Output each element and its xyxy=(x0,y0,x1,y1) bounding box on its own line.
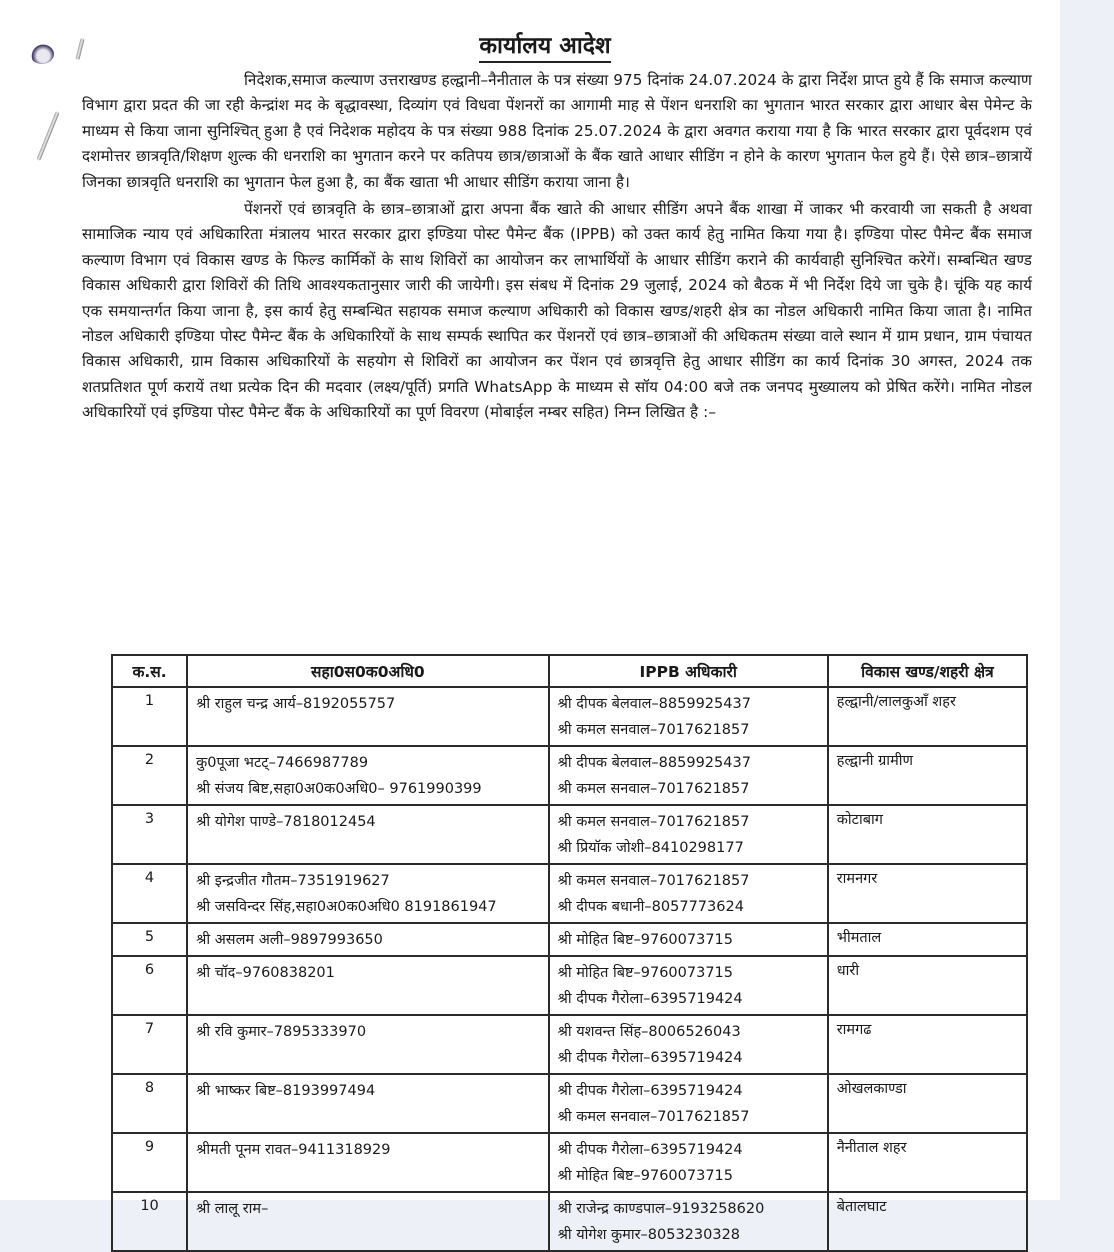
officer-contact: श्री कमल सनवाल–7017621857 xyxy=(557,1109,750,1125)
table-row xyxy=(112,1015,1027,1074)
officer-contact: श्री रवि कुमार–7895333970 xyxy=(196,1024,367,1040)
officer-contact: श्री राहुल चन्द्र आर्य–8192055757 xyxy=(196,696,396,712)
assistant-officer-cell xyxy=(187,687,549,746)
ippb-officer-cell xyxy=(549,1015,828,1074)
officer-contact: श्री कमल सनवाल–7017621857 xyxy=(557,814,750,830)
serial-number-cell: 7 xyxy=(112,1015,187,1074)
area-cell: बेतालघाट xyxy=(828,1192,1027,1251)
officer-contact: श्री योगेश कुमार–8053230328 xyxy=(557,1227,741,1243)
header-area: विकास खण्ड/शहरी क्षेत्र xyxy=(828,655,1027,687)
officer-contact: श्री दीपक गैरोला–6395719424 xyxy=(557,1083,743,1099)
ippb-officer-cell xyxy=(549,864,828,923)
officer-contact: श्री दीपक बेलवाल–8859925437 xyxy=(557,696,751,712)
ippb-officer-cell xyxy=(549,805,828,864)
paragraph-2: पेंशनरों एवं छात्रवृति के छात्र–छात्राओं द्वारा अपना बैंक खाते की आधार सीडिंग अपने बैंक शाखा में जाकर भी करवायी जा सकती है अथवा सामाजिक न्याय एवं अधिकारिता मंत्रालय भारत सरकार द्वारा इण्डिया पोस्ट पैमेन्ट बैंक (IPPB) को उक्त कार्य हेतु नामित किया गया है। इण्डिया पोस्ट पैमेन्ट बैंक समाज कल्याण विभाग एवं विकास खण्ड के फिल्ड कार्मिकों के साथ शिविरों का आयोजन कर लाभार्थियों के आधार सीडिंग कराने की कार्यवाही सुनिश्चित करेगें। सम्बन्धित खण्ड विकास अधिकारी द्वारा शिविरों की तिथि आवश्यकतानुसार जारी की जायेगी। इस संबध में दिनांक 29 जुलाई, 2024 को बैठक में भी निर्देश दिये जा चुके है। चूंकि यह कार्य एक समयान्तर्गत किया जाना है, इस कार्य हेतु सम्बन्धित सहायक समाज कल्याण अधिकारी को विकास खण्ड/शहरी क्षेत्र का नोडल अधिकारी नामित किया जाता है। नामित नोडल अधिकारी इण्डिया पोस्ट पैमेन्ट बैंक के अधिकारियों के साथ सम्पर्क स्थापित कर पेंशनरों एवं छात्र–छात्राओं की अधिकतम संख्या वाले स्थान में ग्राम प्रधान, ग्राम पंचायत विकास अधिकारी, ग्राम विकास अधिकारियों के सहयोग से शिविरों का आयोजन कर पेंशन एवं छात्रवृत्ति हेतु आधार सीडिंग का कार्य दिनांक 30 अगस्त, 2024 तक शतप्रतिशत पूर्ण करायें तथा प्रत्येक दिन की मदवार (लक्ष्य/पूर्ति) प्रगति WhatsApp के माध्यम से सॉय 04:00 बजे तक जनपद मुख्यालय को प्रेषित करेंगे। नामित नोडल अधिकारियों एवं इण्डिया पोस्ट पैमेन्ट बैंक के अधिकारियों का पूर्ण विवरण (मोबाईल नम्बर सहित) निम्न लिखित है :– xyxy=(82,200,1032,422)
assistant-officer-cell xyxy=(187,956,549,1015)
area-cell: रामनगर xyxy=(828,864,1027,923)
officer-contact: श्री कमल सनवाल–7017621857 xyxy=(557,722,750,738)
assistant-officer-cell xyxy=(187,1133,549,1192)
assistant-officer-cell xyxy=(187,1074,549,1133)
nodal-officers-table xyxy=(111,654,1028,1252)
officer-contact: श्री दीपक बेलवाल–8859925437 xyxy=(557,755,751,771)
table-header-row xyxy=(112,655,1027,687)
header-ippb-officer: IPPB अधिकारी xyxy=(549,655,828,687)
ippb-officer-cell xyxy=(549,687,828,746)
officer-contact: श्री कमल सनवाल–7017621857 xyxy=(557,781,750,797)
officer-contact: श्री दीपक गैरोला–6395719424 xyxy=(557,1050,743,1066)
ippb-officer-cell xyxy=(549,956,828,1015)
officer-contact: श्री असलम अली–9897993650 xyxy=(196,932,383,948)
area-cell: भीमताल xyxy=(828,923,1027,956)
assistant-officer-cell xyxy=(187,923,549,956)
officer-contact: श्री मोहित बिष्ट–9760073715 xyxy=(557,1168,734,1184)
header-serial: क.स. xyxy=(112,655,187,687)
ippb-officer-cell xyxy=(549,1074,828,1133)
assistant-officer-cell xyxy=(187,1015,549,1074)
table-row xyxy=(112,746,1027,805)
officer-contact: श्री राजेन्द्र काण्डपाल–9193258620 xyxy=(557,1201,765,1217)
officer-contact: श्रीमती पूनम रावत–9411318929 xyxy=(196,1142,391,1158)
officer-contact: श्री जसविन्दर सिंह,सहा0अ0क0अधि0 8191861947 xyxy=(196,899,497,915)
officer-contact: श्री मोहित बिष्ट–9760073715 xyxy=(557,932,734,948)
assistant-officer-cell xyxy=(187,805,549,864)
officer-contact: श्री चॉद–9760838201 xyxy=(196,965,335,981)
assistant-officer-cell xyxy=(187,1192,549,1251)
officer-contact: श्री मोहित बिष्ट–9760073715 xyxy=(557,965,734,981)
table-row xyxy=(112,864,1027,923)
table-row xyxy=(112,805,1027,864)
assistant-officer-cell xyxy=(187,864,549,923)
area-cell: धारी xyxy=(828,956,1027,1015)
staple-mark xyxy=(36,111,59,161)
officer-contact: श्री इन्द्रजीत गौतम–7351919627 xyxy=(196,873,390,889)
ippb-officer-cell xyxy=(549,1192,828,1251)
serial-number-cell: 8 xyxy=(112,1074,187,1133)
table-row xyxy=(112,923,1027,956)
serial-number-cell: 10 xyxy=(112,1192,187,1251)
officer-contact: श्री यशवन्त सिंह–8006526043 xyxy=(557,1024,741,1040)
officer-contact: श्री कमल सनवाल–7017621857 xyxy=(557,873,750,889)
area-cell: रामगढ xyxy=(828,1015,1027,1074)
officer-contact: श्री लालू राम– xyxy=(196,1201,269,1217)
serial-number-cell: 5 xyxy=(112,923,187,956)
table-row xyxy=(112,1192,1027,1251)
serial-number-cell: 3 xyxy=(112,805,187,864)
serial-number-cell: 1 xyxy=(112,687,187,746)
area-cell: ओखलकाण्डा xyxy=(828,1074,1027,1133)
paragraph-1: निदेशक,समाज कल्याण उत्तराखण्ड हल्द्वानी–नैनीताल के पत्र संख्या 975 दिनांक 24.07.2024 के द्वारा निर्देश प्राप्त हुये हैं कि समाज कल्याण विभाग द्वारा प्रदत की जा रही केन्द्रांश मद के बृद्धावस्था, दिव्यांग एवं विधवा पेंशनरों का आगामी माह से पेंशन धनराशि का भुगतान भारत सरकार द्वारा आधार बेस पेमेन्ट के माध्यम से किया जाना सुनिश्चित् हुआ है एवं निदेशक महोदय के पत्र संख्या 988 दिनांक 25.07.2024 के द्वारा अवगत कराया गया है कि भारत सरकार द्वारा पूर्वदशम एवं दशमोत्तर छात्रवृति/शिक्षण शुल्क की धनराशि का भुगतान करने पर कतिपय छात्र/छात्राओं के बैंक खाते आधार सीडिंग न होने के कारण भुगतान फेल हुये हैं। ऐसे छात्र–छात्रायें जिनका छात्रवृति धनराशि का भुगतान फेल हुआ है, का बैंक खाता भी आधार सीडिंग कराया जाना है। xyxy=(82,71,1032,191)
ippb-officer-cell xyxy=(549,746,828,805)
officer-contact: श्री योगेश पाण्डे–7818012454 xyxy=(196,814,376,830)
area-cell: कोटाबाग xyxy=(828,805,1027,864)
ippb-officer-cell xyxy=(549,1133,828,1192)
header-assistant-officer: सहा0स0क0अधि0 xyxy=(187,655,549,687)
assistant-officer-cell xyxy=(187,746,549,805)
area-cell: हल्द्वानी/लालकुआँ शहर xyxy=(828,687,1027,746)
serial-number-cell: 9 xyxy=(112,1133,187,1192)
serial-number-cell: 6 xyxy=(112,956,187,1015)
order-body xyxy=(82,68,1032,426)
officer-contact: श्री दीपक गैरोला–6395719424 xyxy=(557,991,743,1007)
officer-contact: श्री भाष्कर बिष्ट–8193997494 xyxy=(196,1083,376,1099)
table-row xyxy=(112,1074,1027,1133)
table-row xyxy=(112,956,1027,1015)
document-title: कार्यालय आदेश xyxy=(0,28,1090,60)
officer-contact: श्री प्रियॉक जोशी–8410298177 xyxy=(557,840,744,856)
area-cell: हल्द्वानी ग्रामीण xyxy=(828,746,1027,805)
officer-contact: श्री दीपक बधानी–8057773624 xyxy=(557,899,744,915)
area-cell: नैनीताल शहर xyxy=(828,1133,1027,1192)
officer-contact: कु0पूजा भटट्–7466987789 xyxy=(196,755,369,771)
officer-contact: श्री संजय बिष्ट,सहा0अ0क0अधि0– 9761990399 xyxy=(196,781,482,797)
table-body xyxy=(112,687,1027,1251)
serial-number-cell: 2 xyxy=(112,746,187,805)
ippb-officer-cell xyxy=(549,923,828,956)
officer-contact: श्री दीपक गैरोला–6395719424 xyxy=(557,1142,743,1158)
serial-number-cell: 4 xyxy=(112,864,187,923)
table-row xyxy=(112,687,1027,746)
table-row xyxy=(112,1133,1027,1192)
